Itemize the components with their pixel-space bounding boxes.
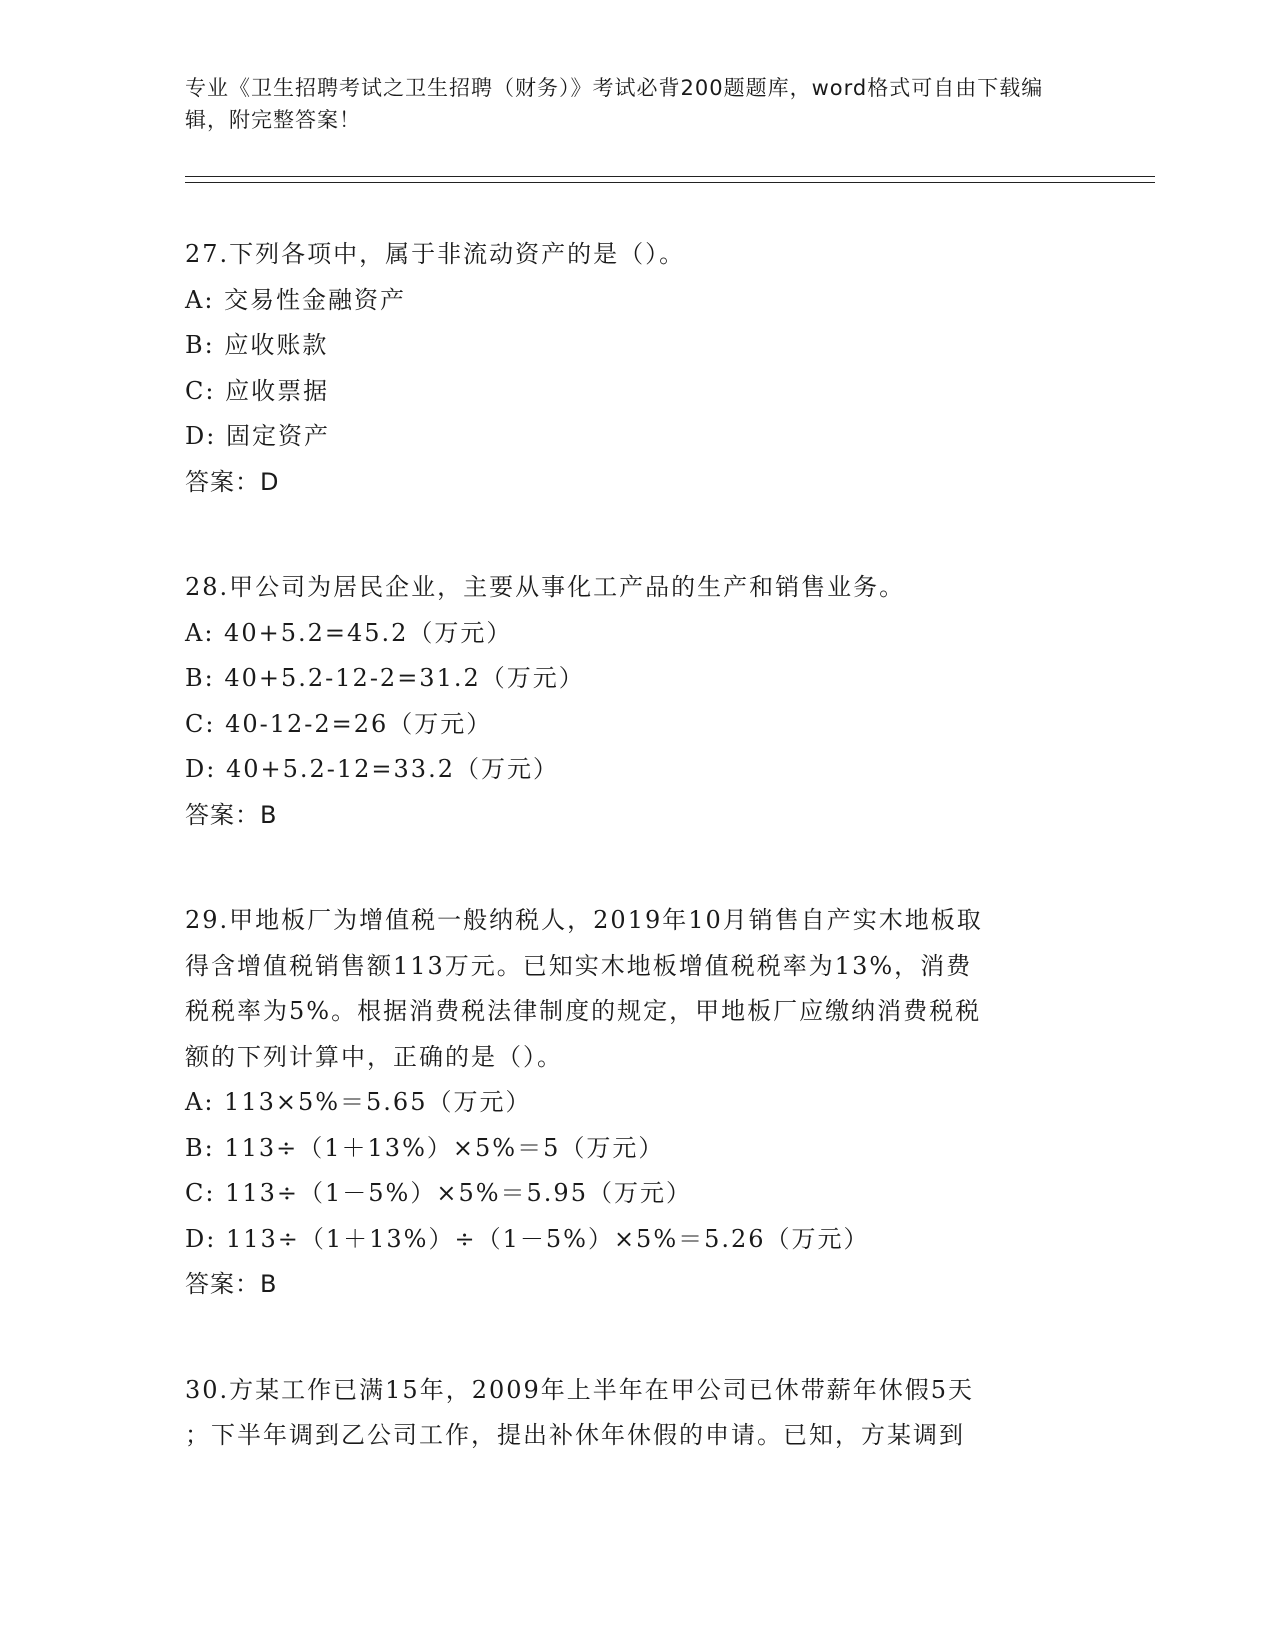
option-d: D: 固定资产 (185, 422, 330, 450)
question-stem: 27.下列各项中，属于非流动资产的是（）。 (185, 240, 686, 268)
option-b: B: 40+5.2-12-2=31.2（万元） (185, 664, 585, 692)
question-stem-line: 额的下列计算中，正确的是（）。 (185, 1042, 563, 1071)
question-27 (185, 232, 1085, 505)
question-30 (185, 1368, 1085, 1459)
answer: 答案：B (185, 1270, 278, 1298)
option-b: B: 113÷（1＋13%）×5%＝5（万元） (185, 1133, 665, 1162)
question-stem-line: 29.甲地板厂为增值税一般纳税人，2019年10月销售自产实木地板取 (185, 906, 983, 934)
question-stem-line: 30.方某工作已满15年，2009年上半年在甲公司已休带薪年休假5天 (185, 1375, 975, 1404)
answer: 答案：D (185, 467, 280, 496)
option-a: A: 40+5.2=45.2（万元） (185, 618, 513, 647)
question-stem-line: 得含增值税销售额113万元。已知实木地板增值税税率为13%，消费 (185, 951, 973, 980)
option-c: C: 113÷（1－5%）×5%＝5.95（万元） (185, 1179, 692, 1207)
answer: 答案：B (185, 800, 278, 829)
option-d: D: 113÷（1＋13%）÷（1－5%）×5%＝5.26（万元） (185, 1224, 870, 1253)
option-a: A: 113×5%＝5.65（万元） (185, 1088, 532, 1116)
option-c: C: 40-12-2=26（万元） (185, 709, 493, 738)
header-divider-bottom (185, 182, 1155, 183)
option-b: B: 应收账款 (185, 331, 329, 359)
document-header (185, 72, 1065, 136)
header-divider-top (185, 176, 1155, 177)
question-28 (185, 565, 1085, 838)
option-d: D: 40+5.2-12=33.2（万元） (185, 755, 559, 783)
option-a: A: 交易性金融资产 (185, 285, 407, 314)
header-text: 专业《卫生招聘考试之卫生招聘（财务）》考试必背200题题库，word格式可自由下载编辑，附完整答案！ (185, 76, 1044, 132)
question-29 (185, 898, 1085, 1308)
question-stem-line: 税税率为5%。根据消费税法律制度的规定，甲地板厂应缴纳消费税税 (185, 997, 982, 1025)
question-stem-line: ；下半年调到乙公司工作，提出补休年休假的申请。已知，方某调到 (185, 1421, 965, 1449)
question-stem: 28.甲公司为居民企业，主要从事化工产品的生产和销售业务。 (185, 573, 906, 601)
option-c: C: 应收票据 (185, 376, 330, 405)
question-list (185, 232, 1085, 1459)
